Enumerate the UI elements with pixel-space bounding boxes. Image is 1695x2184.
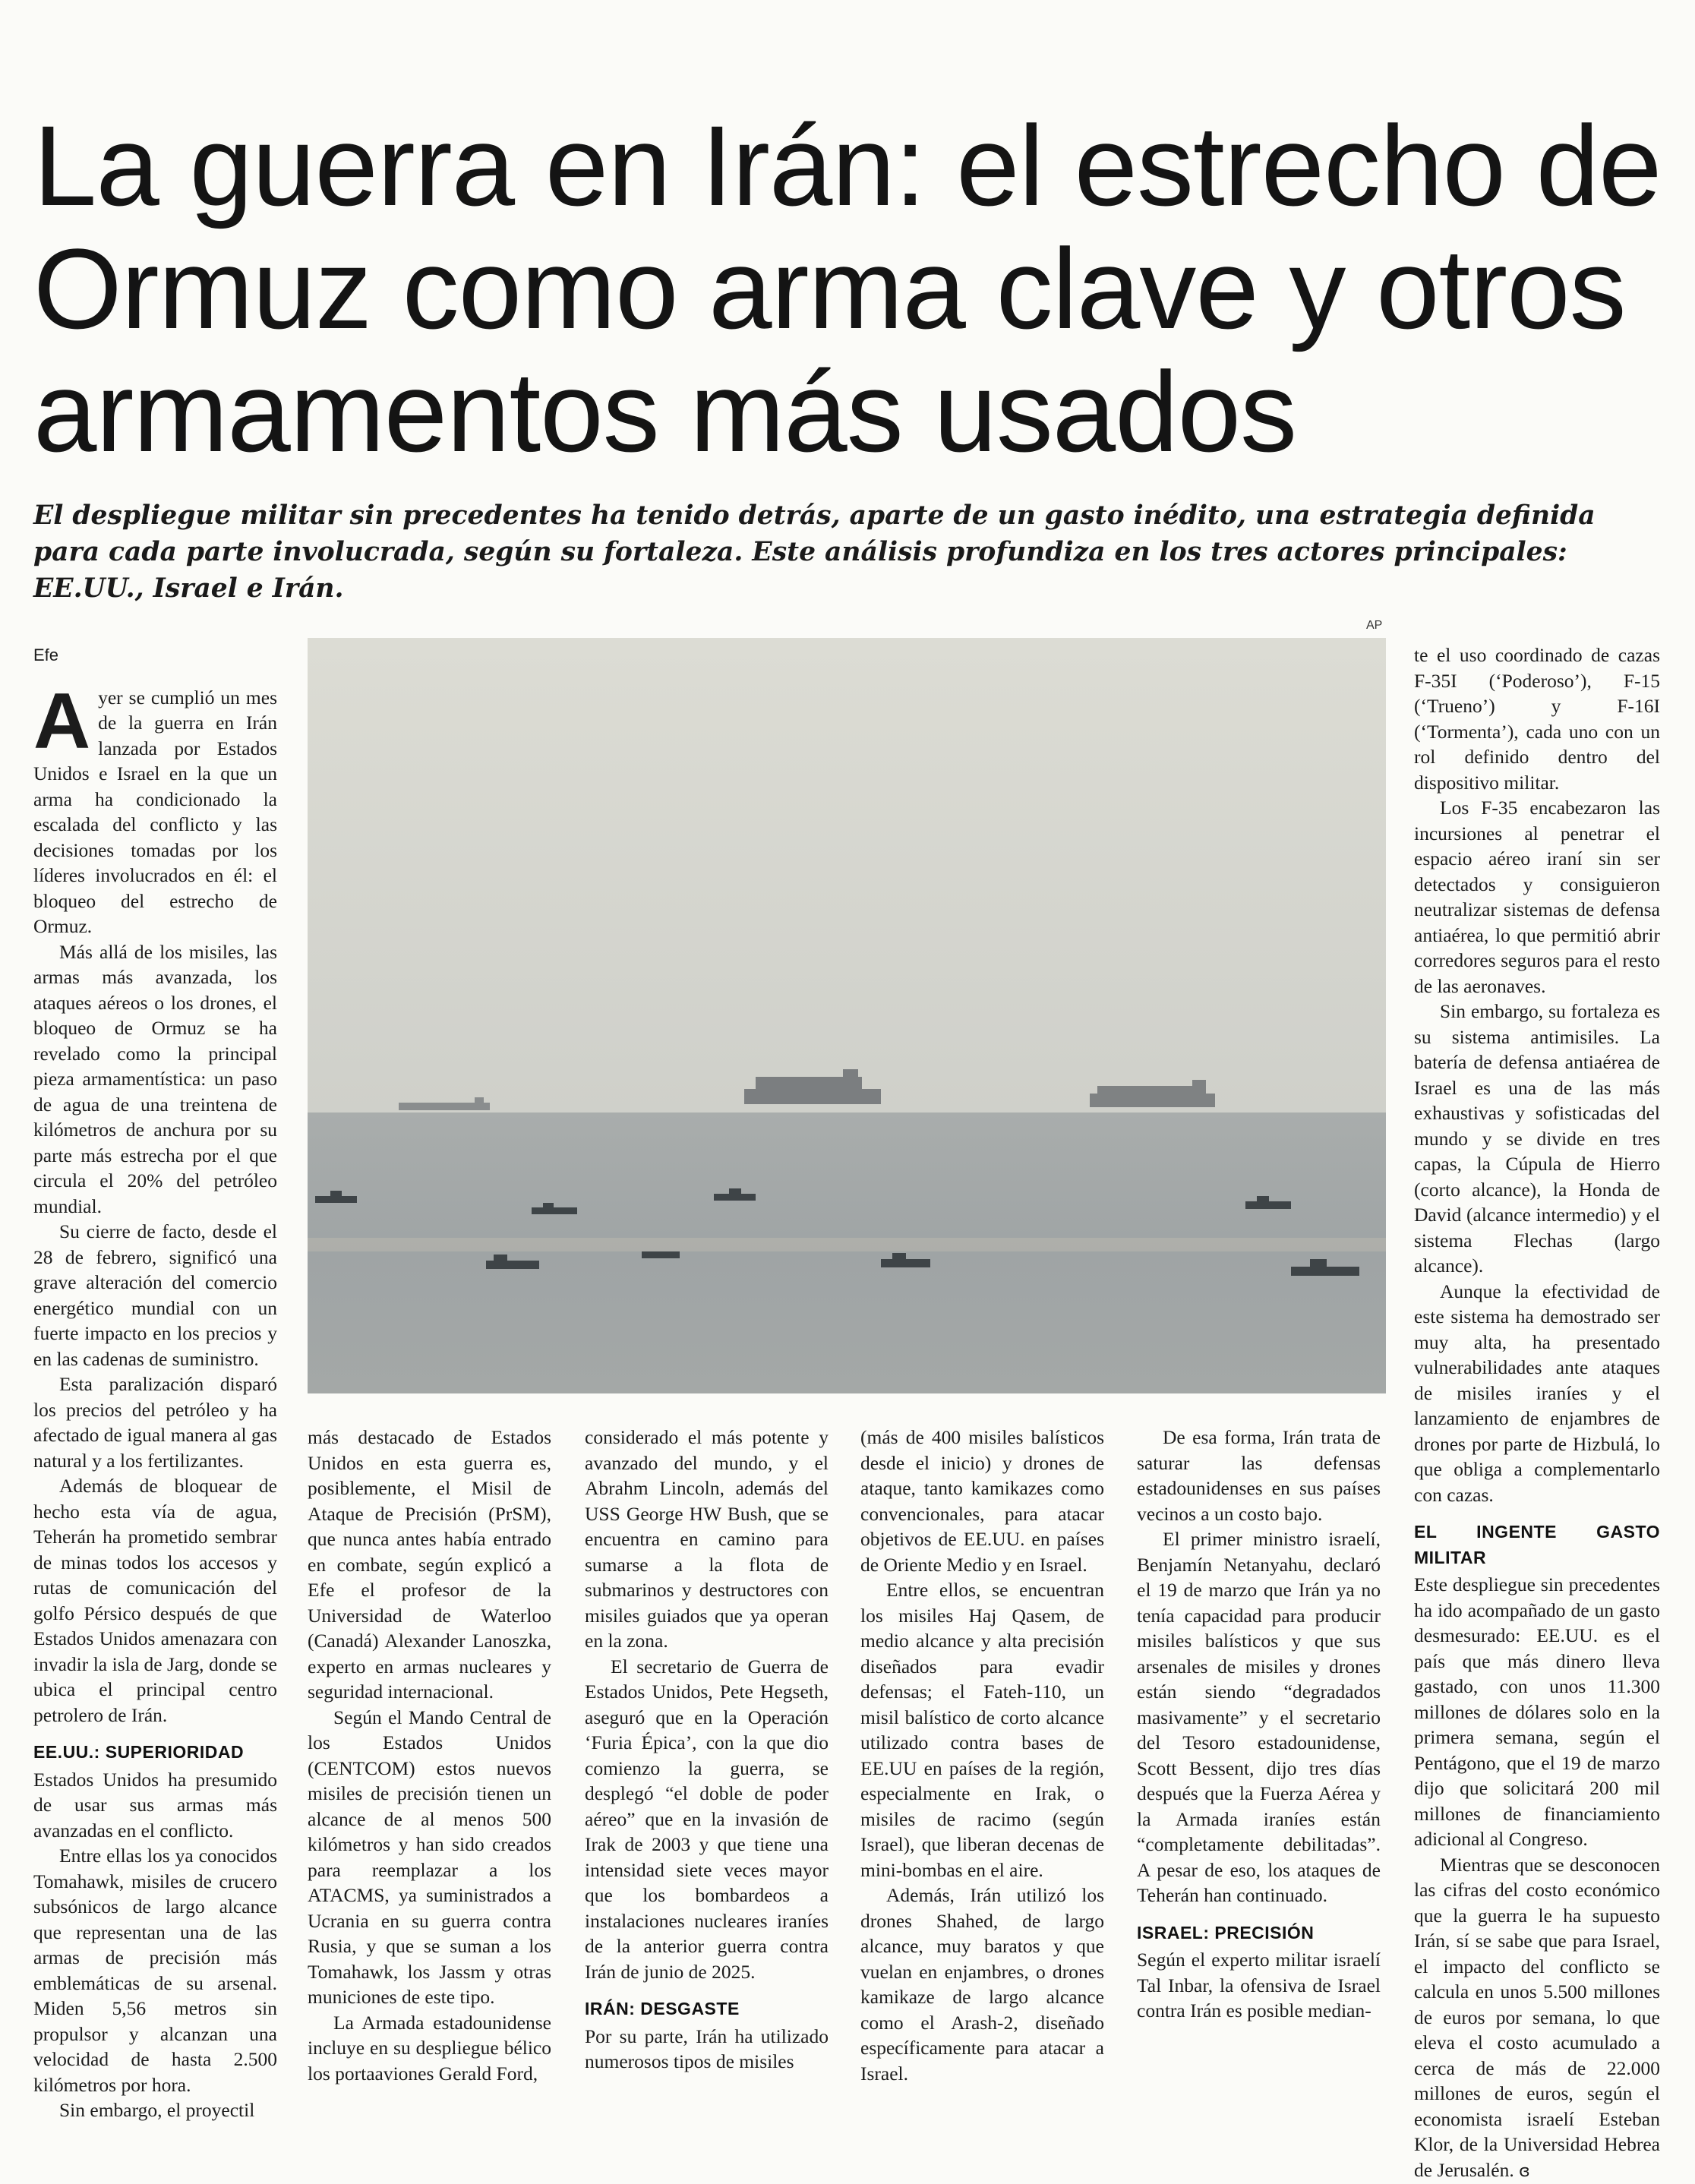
paragraph: Aunque la efectividad de este sistema ha demostrado ser muy alta, ha presentado vulnerabilidades ante ataques de misiles iraníes y el lanzamiento de enjambres de drones por parte de Hizbulá, lo que obliga a complementarlo con cazas. [1414,1279,1660,1508]
paragraph: El secretario de Guerra de Estados Unidos, Pete Hegseth, aseguró que en la Operación ‘Furia Épica’, con la que dio comienzo la guerra, se desplegó “el doble de poder aéreo” que en la invasión de Irak de 2003 y que tiene una intensidad siete veces mayor que los bombardeos a instalaciones nucleares iraníes de la anterior guerra contra Irán de junio de 2025. [585,1654,829,1985]
column-4 [860,1425,1104,2086]
paragraph: te el uso coordinado de cazas F-35I (‘Poderoso’), F-15 (‘Trueno’) y F-16I (‘Tormenta’), cada uno con un rol definido dentro del dispositivo militar. [1414,642,1660,795]
paragraph: más destacado de Estados Unidos en esta guerra es, posiblemente, el Misil de Ataque de Precisión (PrSM), que nunca antes había entrado en combate, según explicó a Efe el profesor de la Universidad de Waterloo (Canadá) Alexander Lanoszka, experto en armas nucleares y seguridad internacional. [308,1425,551,1705]
paragraph: De esa forma, Irán trata de saturar las defensas estadounidenses en sus países vecinos a un costo bajo. [1137,1425,1381,1526]
section-subhead: IRÁN: DESGASTE [585,1996,829,2022]
strait-of-hormuz-photo [308,638,1386,1393]
section-subhead: EL INGENTE GASTO MILITAR [1414,1520,1660,1570]
paragraph: considerado el más potente y avanzado del mundo, y el Abrahm Lincoln, además del USS George HW Bush, que se encuentra en camino para sumarse a la flota de submarinos y destructores con misiles guiados que ya operan en la zona. [585,1425,829,1654]
drop-cap: A [33,690,90,753]
paragraph: Estados Unidos ha presumido de usar sus armas más avanzadas en el conflicto. [33,1767,277,1844]
paragraph: Ayer se cumplió un mes de la guerra en Irán lanzada por Estados Unidos e Israel en la que un arma ha condicionado la escalada del conflicto y las decisiones tomadas por los líderes involucrados en él: el bloqueo del estrecho de Ormuz. [33,685,277,939]
paragraph: Sin embargo, el proyectil [33,2097,277,2123]
headline: La guerra en Irán: el estrecho de Ormuz como arma clave y otros armamentos más usados [33,104,1666,473]
end-mark-icon: ɞ [1519,2162,1530,2181]
sea [308,1113,1386,1393]
paragraph: Además de bloquear de hecho esta vía de agua, Teherán ha prometido sembrar de minas todos los accesos y rutas de comunicación del golfo Pérsico después de que Estados Unidos amenazara con invadir la isla de Jarg, donde se ubica el principal centro petrolero de Irán. [33,1473,277,1728]
paragraph: Según el experto militar israelí Tal Inbar, la ofensiva de Israel contra Irán es posible median- [1137,1947,1381,2024]
paragraph: (más de 400 misiles balísticos desde el inicio) y drones de ataque, tanto kamikazes como convencionales, para atacar objetivos de EE.UU. en países de Oriente Medio y en Israel. [860,1425,1104,1577]
paragraph: Entre ellos, se encuentran los misiles Haj Qasem, de medio alcance y alta precisión diseñados para evadir defensas; el Fateh-110, un misil balístico de corto alcance utilizado contra bases de EE.UU en países de la región, especialmente en Irak, o misiles de racimo (según Israel), que liberan decenas de mini-bombas en el aire. [860,1577,1104,1883]
paragraph: La Armada estadounidense incluye en su despliegue bélico los portaaviones Gerald Ford, [308,2010,551,2087]
column-1 [33,642,277,2123]
sandbar [308,1238,1386,1251]
column-5 [1137,1425,1381,2024]
section-subhead: EE.UU.: SUPERIORIDAD [33,1740,277,1766]
standfirst: El despliegue militar sin precedentes ha tenido detrás, aparte de un gasto inédito, una estrategia definida para cada parte involucrada, según su fortaleza. Este análisis profundiza en los tres actores principales: EE.UU., Israel e Irán. [33,497,1666,607]
photo-credit: AP [1366,619,1382,633]
paragraph: Más allá de los misiles, las armas más avanzada, los ataques aéreos o los drones, el bloqueo de Ormuz se ha revelado como la principal pieza armamentística: un paso de agua de una treintena de kilómetros de anchura por su parte más estrecha por el que circula el 20% del petróleo mundial. [33,939,277,1220]
paragraph: Por su parte, Irán ha utilizado numerosos tipos de misiles [585,2024,829,2075]
column-3 [585,1425,829,2075]
paragraph: Entre ellas los ya conocidos Tomahawk, misiles de crucero subsónicos de largo alcance que representan una de las armas de precisión más emblemáticas de su arsenal. Miden 5,56 metros sin propulsor y alcanzan una velocidad de hasta 2.500 kilómetros por hora. [33,1843,277,2097]
paragraph: Mientras que se desconocen las cifras del costo económico que la guerra le ha supuesto Irán, sí se sabe que para Israel, el impacto del conflicto se calcula en unos 5.500 millones de euros por semana, lo que eleva el costo acumulado a cerca de más de 22.000 millones de euros, según el economista israelí Esteban Klor, de la Universidad Hebrea de Jerusalén. ɞ [1414,1852,1660,2184]
sky [308,638,1386,1113]
byline: Efe [33,642,277,668]
paragraph: Los F-35 encabezaron las incursiones al penetrar el espacio aéreo iraní sin ser detectados y consiguieron neutralizar sistemas de defensa antiaérea, lo que permitió abrir corredores seguros para el resto de las aeronaves. [1414,795,1660,999]
paragraph: Según el Mando Central de los Estados Unidos (CENTCOM) estos nuevos misiles de precisión tienen un alcance de al menos 500 kilómetros y han sido creados para reemplazar a los ATACMS, ya suministrados a Ucrania en su guerra contra Rusia, y que se suman a los Tomahawk, los Jassm y otras municiones de este tipo. [308,1705,551,2010]
column-6 [1414,642,1660,2184]
section-subhead: ISRAEL: PRECISIÓN [1137,1920,1381,1946]
paragraph: Su cierre de facto, desde el 28 de febrero, significó una grave alteración del comercio energético mundial con un fuerte impacto en los precios y en las cadenas de suministro. [33,1219,277,1371]
paragraph: El primer ministro israelí, Benjamín Netanyahu, declaró el 19 de marzo que Irán ya no tenía capacidad para producir misiles balísticos y que sus arsenales de misiles y drones están siendo “degradados masivamente” y el secretario del Tesoro estadounidense, Scott Bessent, dijo tres días después que la Fuerza Aérea y la Armada iraníes están “completamente debilitadas”. A pesar de eso, los ataques de Teherán han continuado. [1137,1526,1381,1908]
paragraph: Esta paralización disparó los precios del petróleo y ha afectado de igual manera al gas natural y a los fertilizantes. [33,1371,277,1473]
paragraph: Este despliegue sin precedentes ha ido acompañado de un gasto desmesurado: EE.UU. es el país que más dinero lleva gastado, con unos 11.300 millones de dólares solo en la primera semana, según el Pentágono, que el 19 de marzo dijo que solicitará 200 mil millones de financiamiento adicional al Congreso. [1414,1572,1660,1852]
paragraph: Sin embargo, su fortaleza es su sistema antimisiles. La batería de defensa antiaérea de Israel es una de las más exhaustivas y sofisticadas del mundo y se divide en tres capas, la Cúpula de Hierro (corto alcance), la Honda de David (alcance intermedio) y el sistema Flechas (largo alcance). [1414,999,1660,1279]
column-2 [308,1425,551,2086]
paragraph: Además, Irán utilizó los drones Shahed, de largo alcance, muy baratos y que vuelan en enjambres, o drones kamikaze de largo alcance como el Arash-2, diseñado específicamente para atacar a Israel. [860,1883,1104,2086]
